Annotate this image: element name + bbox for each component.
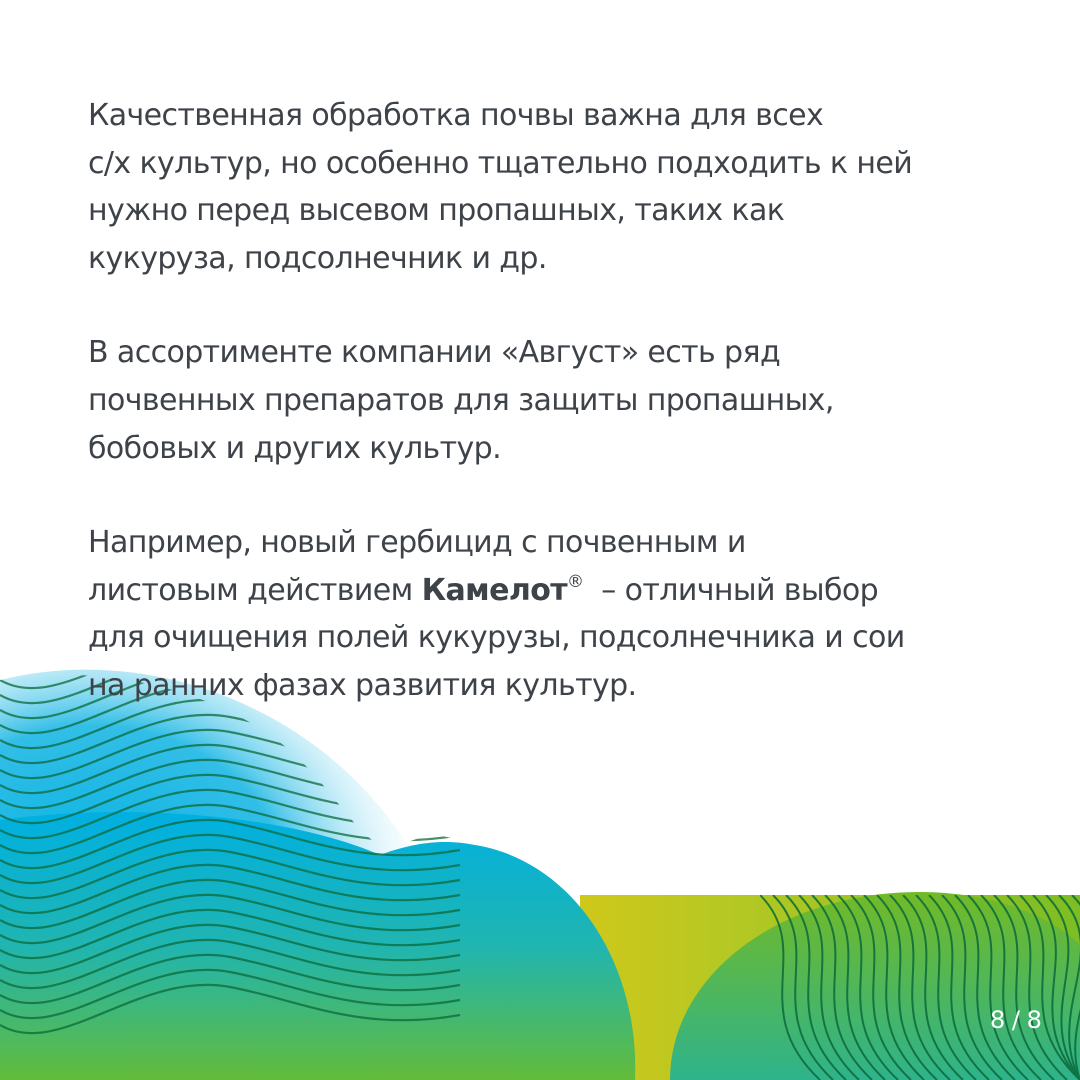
paragraph-2 xyxy=(88,329,1048,472)
text-line: нужно перед высевом пропашных, таких как xyxy=(88,193,785,229)
paragraph-1 xyxy=(88,92,1048,282)
text-line xyxy=(88,567,1048,615)
page-indicator: 8 / 8 xyxy=(990,1006,1042,1034)
text-line: кукуруза, подсолнечник и др. xyxy=(88,240,547,276)
product-name: Камелот xyxy=(421,572,568,608)
text-line: для очищения полей кукурузы, подсолнечника и сои xyxy=(88,620,905,656)
text-line: с/х культур, но особенно тщательно подходить к ней xyxy=(88,145,913,181)
text-line: на ранних фазах развития культур. xyxy=(88,667,637,703)
registered-mark: ® xyxy=(567,571,584,592)
text-segment: листовым действием xyxy=(88,572,422,608)
body-text xyxy=(88,92,1048,757)
text-line: Качественная обработка почвы важна для всех xyxy=(88,98,824,133)
text-line: почвенных препаратов для защиты пропашных, xyxy=(88,382,834,418)
text-line: бобовых и других культур. xyxy=(88,430,502,466)
paragraph-3 xyxy=(88,519,1048,709)
text-line: В ассортименте компании «Август» есть ряд xyxy=(88,335,781,371)
text-line: Например, новый гербицид с почвенным и xyxy=(88,525,746,561)
text-segment: – отличный выбор xyxy=(583,572,879,608)
